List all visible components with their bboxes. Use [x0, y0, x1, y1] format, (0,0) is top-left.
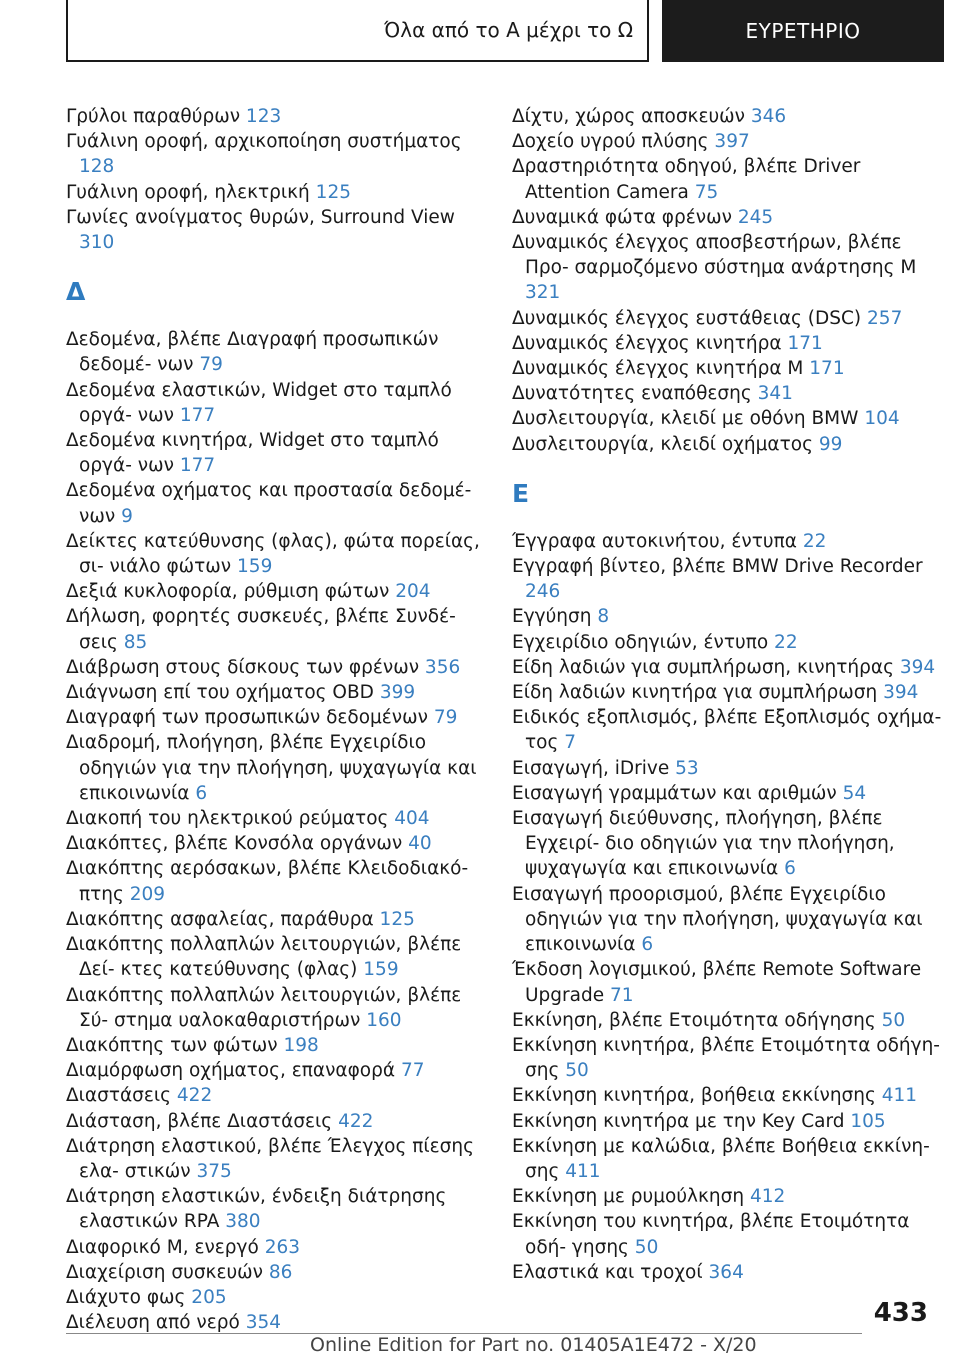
- index-entry: [512, 529, 942, 554]
- page-reference-link[interactable]: 50: [565, 1060, 589, 1082]
- index-entry: [512, 655, 942, 680]
- index-entry: [66, 529, 496, 579]
- index-entry-text: Δυναμικός έλεγχος κινητήρα M: [512, 358, 804, 380]
- index-entry-text: Είδη λαδιών κινητήρα για συμπλήρωση: [512, 682, 878, 704]
- index-entry-text: Διάτρηση ελαστικού, βλέπε Έλεγχος πίεσης ελα‐ στικών: [66, 1135, 474, 1182]
- index-entry-text: Ελαστικά και τροχοί: [512, 1261, 703, 1283]
- index-entry: [512, 356, 942, 381]
- page-reference-link[interactable]: 125: [315, 181, 351, 203]
- index-entry: [66, 579, 496, 604]
- index-entry: [66, 478, 496, 528]
- index-entry: [66, 705, 496, 730]
- index-entry: [512, 406, 942, 431]
- index-entry: [512, 1134, 942, 1184]
- index-entry: [512, 1184, 942, 1209]
- page-reference-link[interactable]: 53: [675, 757, 699, 779]
- index-tab[interactable]: [662, 0, 944, 62]
- page-reference-link[interactable]: 263: [264, 1236, 301, 1258]
- index-entry-text: Δεξιά κυκλοφορία, ρύθμιση φώτων: [66, 581, 390, 603]
- index-entry: [66, 831, 496, 856]
- page-reference-link[interactable]: 125: [379, 908, 415, 930]
- index-entry-text: Γωνίες ανοίγματος θυρών, Surround View: [66, 206, 455, 228]
- page-reference-link[interactable]: 7: [564, 732, 576, 754]
- index-entry-text: Εκκίνηση κινητήρα, βλέπε Ετοιμότητα οδήγη‐ σης: [512, 1034, 940, 1082]
- index-entry-text: Δεδομένα ελαστικών, Widget στο ταμπλό οργά‐ νων: [66, 379, 452, 426]
- index-entry: [512, 306, 942, 331]
- index-entry-text: Εκκίνηση κινητήρα με την Key Card: [512, 1110, 845, 1132]
- index-entry: [512, 230, 942, 306]
- page-reference-link[interactable]: 356: [424, 656, 461, 678]
- page-reference-link[interactable]: 99: [818, 433, 843, 455]
- index-entry-text: Διαγραφή των προσωπικών δεδομένων: [66, 707, 428, 729]
- page-reference-link[interactable]: 86: [268, 1261, 293, 1283]
- index-entry: [512, 1033, 942, 1083]
- index-entry-text: Εκκίνηση κινητήρα, βοήθεια εκκίνησης: [512, 1085, 876, 1107]
- page-reference-link[interactable]: 177: [179, 455, 216, 477]
- index-entry: [66, 180, 496, 205]
- page-reference-link[interactable]: 204: [395, 581, 431, 603]
- index-entry-text: Δυναμικός έλεγχος κινητήρα: [512, 332, 782, 354]
- page-reference-link[interactable]: 341: [757, 383, 793, 405]
- page-reference-link[interactable]: 71: [610, 984, 634, 1006]
- page-reference-link[interactable]: 310: [79, 232, 115, 254]
- page-reference-link[interactable]: 411: [881, 1085, 918, 1107]
- page-reference-link[interactable]: 364: [708, 1261, 744, 1283]
- index-entry: [512, 630, 942, 655]
- index-entry-text: Γρύλοι παραθύρων: [66, 106, 241, 127]
- index-entry: [66, 1134, 496, 1184]
- index-entry: [512, 756, 942, 781]
- index-entry: [66, 1285, 496, 1310]
- index-entry-text: Δυσλειτουργία, κλειδί οχήματος: [512, 433, 813, 455]
- page-reference-link[interactable]: 22: [802, 530, 827, 552]
- index-entry-text: Διάχυτο φως: [66, 1286, 186, 1308]
- index-entry-text: Δείκτες κατεύθυνσης (φλας), φώτα πορείας, σι‐ νιάλο φώτων: [66, 530, 480, 578]
- index-entry-text: Δίχτυ, χώρος αποσκευών: [512, 106, 745, 127]
- index-entry: [66, 205, 496, 255]
- index-entry-text: Διακόπτες, βλέπε Κονσόλα οργάνων: [66, 833, 403, 855]
- page-reference-link[interactable]: 422: [338, 1110, 374, 1132]
- page-reference-link[interactable]: 54: [842, 782, 867, 804]
- page-reference-link[interactable]: 375: [196, 1160, 232, 1182]
- page-reference-link[interactable]: 171: [809, 358, 845, 380]
- index-entry: [66, 856, 496, 906]
- index-entry: [512, 1008, 942, 1033]
- index-entry-text: Εισαγωγή προορισμού, βλέπε Εγχειρίδιο οδηγιών για την πλοήγηση, ψυχαγωγία και επικοινωνία: [512, 883, 923, 956]
- index-entry: [66, 129, 496, 179]
- index-entry: [512, 104, 942, 129]
- page-reference-link[interactable]: 159: [363, 959, 399, 981]
- index-entry: [66, 680, 496, 705]
- index-entry: [512, 129, 942, 154]
- index-entry: [512, 781, 942, 806]
- index-entry: [66, 327, 496, 377]
- index-entry-text: Εισαγωγή γραμμάτων και αριθμών: [512, 782, 837, 804]
- index-entry-text: Διακόπτης των φώτων: [66, 1034, 278, 1056]
- index-letter-heading: Δ: [66, 277, 86, 307]
- index-entry-text: Έγγραφα αυτοκινήτου, έντυπα: [512, 530, 797, 552]
- index-entry-text: Διαχείριση συσκευών: [66, 1261, 263, 1283]
- page-reference-link[interactable]: 50: [881, 1009, 906, 1031]
- index-entry-text: Διαστάσεις: [66, 1085, 172, 1107]
- index-entry-text: Διαμόρφωση οχήματος, επαναφορά: [66, 1060, 396, 1082]
- page-reference-link[interactable]: 321: [525, 282, 561, 304]
- index-entry: [512, 882, 942, 958]
- index-entry: [66, 1260, 496, 1285]
- index-entry-text: Γυάλινη οροφή, ηλεκτρική: [66, 181, 310, 203]
- index-entry: [512, 1109, 942, 1134]
- index-entry: [512, 554, 942, 604]
- page-reference-link[interactable]: 77: [400, 1060, 425, 1082]
- page-reference-link[interactable]: 40: [408, 833, 432, 855]
- page-reference-link[interactable]: 354: [245, 1312, 282, 1334]
- index-entry: [66, 806, 496, 831]
- page-reference-link[interactable]: 198: [283, 1034, 319, 1056]
- section-tab[interactable]: [66, 0, 649, 62]
- page-reference-link[interactable]: 22: [774, 631, 798, 653]
- page-reference-link[interactable]: 123: [245, 106, 282, 127]
- page-reference-link[interactable]: 79: [199, 354, 223, 376]
- index-entry: [512, 331, 942, 356]
- page-reference-link[interactable]: 171: [787, 332, 823, 354]
- index-entry-text: Διακόπτης ασφαλείας, παράθυρα: [66, 908, 374, 930]
- index-entry-text: Ειδικός εξοπλισμός, βλέπε Εξοπλισμός οχήμα‐ τος: [512, 707, 942, 754]
- page-reference-link[interactable]: 245: [737, 206, 774, 228]
- page-reference-link[interactable]: 397: [714, 131, 750, 153]
- index-entry-text: Δυνατότητες εναπόθεσης: [512, 383, 752, 405]
- page-reference-link[interactable]: 6: [641, 934, 654, 956]
- index-entry-text: Εκκίνηση με ρυμούλκηση: [512, 1186, 745, 1208]
- index-entry: [66, 730, 496, 806]
- page-reference-link[interactable]: 411: [565, 1160, 601, 1182]
- page-reference-link[interactable]: 159: [237, 556, 273, 578]
- index-entry-text: Δυσλειτουργία, κλειδί με οθόνη BMW: [512, 408, 859, 430]
- index-tab-label: ΕΥΡΕΤΗΡΙΟ: [745, 19, 861, 43]
- page-reference-link[interactable]: 105: [850, 1110, 886, 1132]
- index-entry: [512, 604, 942, 629]
- index-entry-text: Γυάλινη οροφή, αρχικοποίηση συστήματος: [66, 131, 462, 153]
- page-reference-link[interactable]: 79: [433, 707, 458, 729]
- index-entry: [512, 705, 942, 755]
- index-entry: [66, 378, 496, 428]
- index-entry: [66, 604, 496, 654]
- index-entry: [512, 806, 942, 882]
- index-entry: [66, 1310, 496, 1335]
- page-reference-link[interactable]: 205: [191, 1286, 227, 1308]
- page-reference-link[interactable]: 6: [195, 782, 208, 804]
- index-entry-text: Εκκίνηση του κινητήρα, βλέπε Ετοιμότητα οδή‐ γησης: [512, 1211, 910, 1258]
- index-column-left: [66, 104, 496, 1335]
- index-entry: [512, 680, 942, 705]
- index-entry-text: Δεδομένα, βλέπε Διαγραφή προσωπικών δεδομέ‐ νων: [66, 329, 439, 376]
- index-entry-text: Είδη λαδιών για συμπλήρωση, κινητήρας: [512, 656, 894, 678]
- section-tab-label: Όλα από το Α μέχρι το Ω: [384, 18, 633, 42]
- index-entry: [66, 983, 496, 1033]
- page-reference-link[interactable]: 246: [525, 581, 561, 603]
- page-reference-link[interactable]: 422: [176, 1085, 213, 1107]
- index-entry: [66, 1083, 496, 1108]
- index-entry-text: Έκδοση λογισμικού, βλέπε Remote Software Upgrade: [512, 959, 922, 1006]
- index-entry: [512, 957, 942, 1007]
- index-entry-text: Δεδομένα οχήματος και προστασία δεδομέ‐ νων: [66, 480, 472, 527]
- index-entry-text: Διάτρηση ελαστικών, ένδειξη διάτρησης ελαστικών RPA: [66, 1186, 447, 1233]
- page-reference-link[interactable]: 394: [883, 682, 919, 704]
- index-entry-text: Εκκίνηση με καλώδια, βλέπε Βοήθεια εκκίνη‐ σης: [512, 1135, 930, 1182]
- index-entry: [512, 1083, 942, 1108]
- index-entry-text: Εγχειρίδιο οδηγιών, έντυπο: [512, 631, 769, 653]
- index-entry-text: Δεδομένα κινητήρα, Widget στο ταμπλό οργά‐ νων: [66, 430, 439, 477]
- index-entry: [66, 1184, 496, 1234]
- index-entry: [512, 154, 942, 204]
- page-reference-link[interactable]: 160: [366, 1009, 402, 1031]
- page-reference-link[interactable]: 380: [225, 1211, 261, 1233]
- index-entry: [66, 428, 496, 478]
- index-entry: [512, 1209, 942, 1259]
- page-reference-link[interactable]: 85: [123, 631, 148, 653]
- index-entry-text: Δραστηριότητα οδηγού, βλέπε Driver Attention Camera: [512, 156, 861, 203]
- page-reference-link[interactable]: 9: [121, 505, 133, 527]
- index-letter-heading: Ε: [512, 478, 530, 508]
- page-reference-link[interactable]: 404: [394, 808, 430, 830]
- index-entry-text: Εγγύηση: [512, 606, 592, 628]
- footer-edition: Online Edition for Part no. 01405A1E472 - X/20: [310, 1334, 757, 1356]
- page-reference-link[interactable]: 257: [867, 307, 903, 329]
- index-entry: [66, 907, 496, 932]
- index-entry-text: Διακόπτης αερόσακων, βλέπε Κλειδοδιακό‐ πτης: [66, 858, 469, 905]
- index-entry-text: Διακοπή του ηλεκτρικού ρεύματος: [66, 808, 389, 830]
- index-entry-text: Δυναμικός έλεγχος ευστάθειας (DSC): [512, 307, 862, 329]
- index-entry: [512, 1260, 942, 1285]
- index-entry-text: Δυναμικός έλεγχος αποσβεστήρων, βλέπε Προ‐ σαρμοζόμενο σύστημα ανάρτησης M: [512, 232, 917, 279]
- index-entry: [66, 1058, 496, 1083]
- page-reference-link[interactable]: 394: [899, 656, 936, 678]
- index-entry-text: Εγγραφή βίντεο, βλέπε BMW Drive Recorder: [512, 556, 923, 578]
- index-entry-text: Διάσταση, βλέπε Διαστάσεις: [66, 1110, 333, 1132]
- page-reference-link[interactable]: 346: [750, 106, 787, 127]
- index-entry-text: Διαφορικό M, ενεργό: [66, 1236, 259, 1258]
- index-entry: [66, 1235, 496, 1260]
- page-reference-link[interactable]: 128: [79, 156, 115, 178]
- index-entry-text: Διακόπτης πολλαπλών λειτουργιών, βλέπε Σύ‐ στημα υαλοκαθαριστήρων: [66, 984, 462, 1031]
- page-reference-link[interactable]: 6: [784, 858, 796, 880]
- page-reference-link[interactable]: 50: [634, 1236, 659, 1258]
- index-entry-text: Δήλωση, φορητές συσκευές, βλέπε Συνδέ‐ σεις: [66, 606, 456, 653]
- index-column-right: [512, 104, 942, 1285]
- page-reference-link[interactable]: 8: [597, 606, 610, 628]
- index-entry-text: Δυναμικά φώτα φρένων: [512, 206, 732, 228]
- index-entry-text: Δοχείο υγρού πλύσης: [512, 131, 709, 153]
- index-entry: [512, 432, 942, 457]
- page-reference-link[interactable]: 177: [179, 404, 216, 426]
- index-entry: [66, 1033, 496, 1058]
- page-reference-link[interactable]: 399: [379, 682, 416, 704]
- index-entry: [66, 1109, 496, 1134]
- page-reference-link[interactable]: 412: [749, 1186, 786, 1208]
- page-reference-link[interactable]: 209: [129, 883, 166, 905]
- index-entry-text: Εισαγωγή διεύθυνσης, πλοήγηση, βλέπε Εγχειρί‐ διο οδηγιών για την πλοήγηση, ψυχαγωγία και επικοινωνία: [512, 808, 895, 880]
- index-entry-text: Εκκίνηση, βλέπε Ετοιμότητα οδήγησης: [512, 1009, 876, 1031]
- index-entry-text: Διέλευση από νερό: [66, 1312, 240, 1334]
- index-entry: [66, 104, 496, 129]
- index-entry-text: Διάγνωση επί του οχήματος OBD: [66, 682, 374, 704]
- page-reference-link[interactable]: 75: [694, 181, 719, 203]
- index-entry: [512, 381, 942, 406]
- page-reference-link[interactable]: 104: [864, 408, 900, 430]
- index-entry-text: Εισαγωγή, iDrive: [512, 757, 670, 779]
- index-entry-text: Διαδρομή, πλοήγηση, βλέπε Εγχειρίδιο οδηγιών για την πλοήγηση, ψυχαγωγία και επικοινωνία: [66, 732, 477, 804]
- index-entry: [66, 932, 496, 982]
- index-entry-text: Διάβρωση στους δίσκους των φρένων: [66, 656, 420, 678]
- index-entry-text: Διακόπτης πολλαπλών λειτουργιών, βλέπε Δεί‐ κτες κατεύθυνσης (φλας): [66, 934, 462, 981]
- index-entry: [66, 655, 496, 680]
- index-entry: [512, 205, 942, 230]
- page-number: 433: [873, 1298, 928, 1328]
